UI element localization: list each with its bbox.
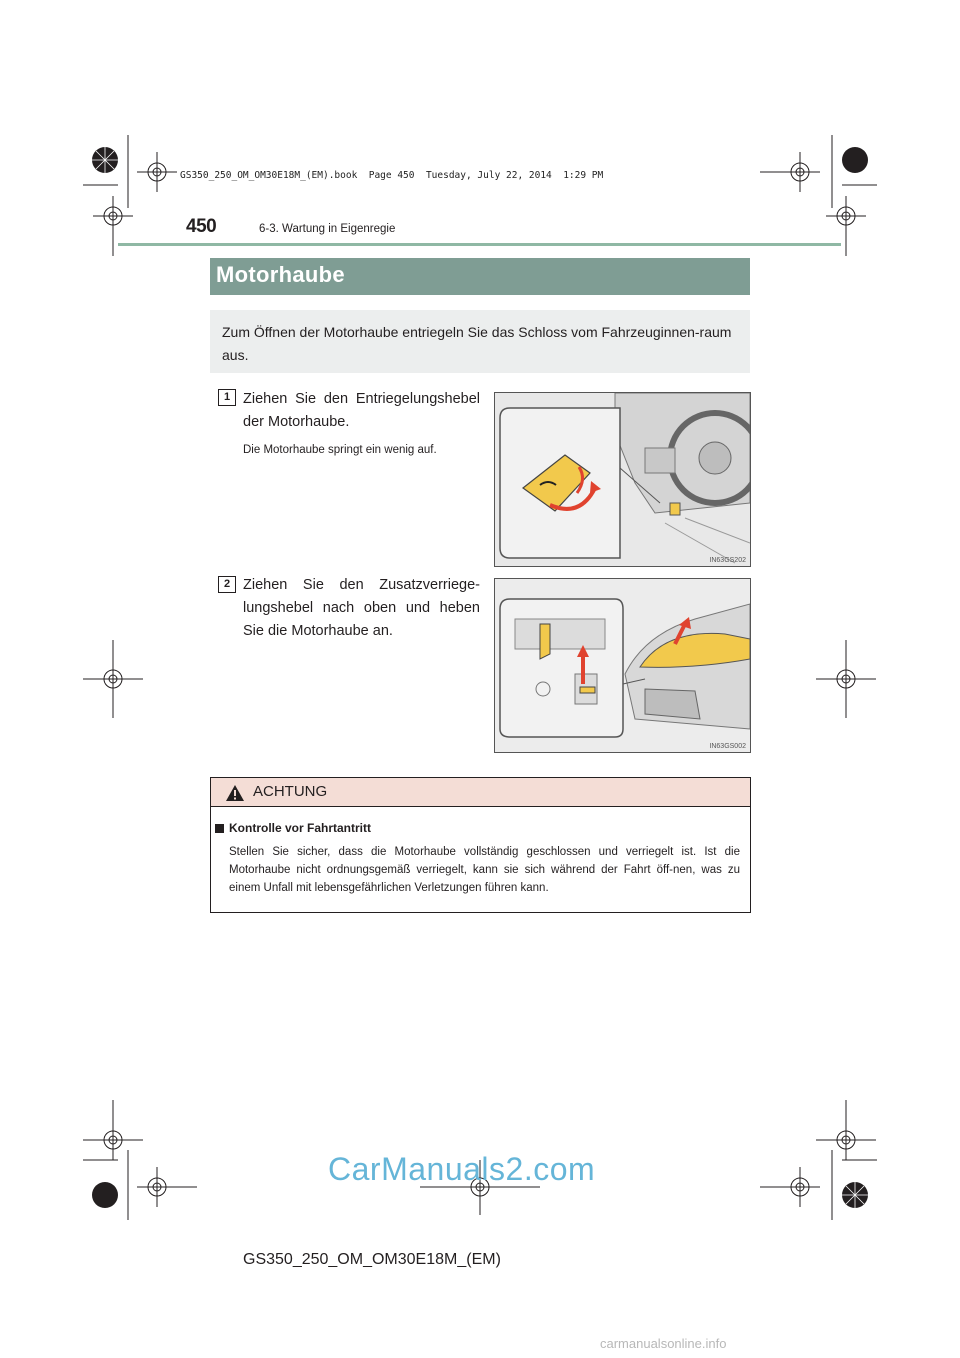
crosshair-target-icon: [816, 1100, 876, 1160]
header-rule: [118, 243, 841, 246]
watermark-secondary: carmanualsonline.info: [600, 1336, 727, 1351]
starburst-mark-icon: [92, 147, 868, 1208]
step-text: Ziehen Sie den Zusatzverriege-lungshebel nach oben und heben Sie die Motorhaube an.: [243, 577, 480, 639]
hood-catch-illustration: [495, 579, 750, 752]
crosshair-target-icon: [137, 1167, 197, 1207]
square-bullet-icon: [215, 824, 224, 833]
footer-doc-code: GS350_250_OM_OM30E18M_(EM): [243, 1251, 501, 1268]
crosshair-target-icon: [83, 640, 143, 718]
intro-text: Zum Öffnen der Motorhaube entriegeln Sie das Schloss vom Fahrzeuginnen-raum aus.: [222, 324, 732, 363]
step-text: Ziehen Sie den Entriegelungshebel der Motorhaube.: [243, 391, 480, 430]
figure-code: IN63GS002: [709, 743, 746, 750]
page-number: 450: [186, 216, 217, 237]
crosshair-target-icon: [816, 640, 876, 718]
warning-body: Stellen Sie sicher, dass die Motorhaube vollständig geschlossen und verriegelt ist. Ist die Motorhaube nicht ordnungsgemäß verriegelt, kann sie sich während der Fahrt öff-nen, was zu einem Unfall mit lebensgefährlichen Verletzungen führen kann.: [229, 846, 740, 894]
warning-triangle-icon: [225, 784, 245, 802]
hood-release-illustration: [495, 393, 750, 566]
warning-title: ACHTUNG: [253, 783, 328, 800]
figure-auxiliary-catch: [494, 578, 751, 753]
step-note: Die Motorhaube springt ein wenig auf.: [243, 444, 437, 456]
figure-code: IN63GS202: [709, 557, 746, 564]
crosshair-target-icon: [760, 152, 820, 192]
print-line: GS350_250_OM_OM30E18M_(EM).book Page 450 Tuesday, July 22, 2014 1:29 PM: [180, 170, 604, 181]
page-title: Motorhaube: [216, 262, 345, 287]
figure-hood-release-lever: [494, 392, 751, 567]
crosshair-target-icon: [83, 1100, 143, 1160]
watermark: CarManuals2.com: [328, 1151, 596, 1187]
step-number-badge: 2: [218, 576, 236, 593]
crosshair-target-icon: [137, 152, 177, 192]
section-reference: 6-3. Wartung in Eigenregie: [259, 223, 396, 235]
crosshair-target-icon: [93, 196, 133, 256]
step-number-badge: 1: [218, 389, 236, 406]
warning-subheading: Kontrolle vor Fahrtantritt: [229, 821, 372, 835]
crosshair-target-icon: [760, 1167, 820, 1207]
